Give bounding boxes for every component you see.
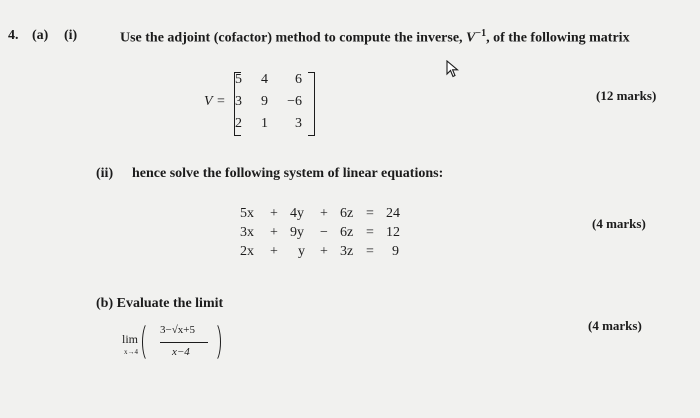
question-number: 4. bbox=[8, 28, 19, 43]
inverse-exponent: −1 bbox=[475, 28, 487, 39]
eq-term: 2x bbox=[240, 244, 254, 259]
eq-equals: = bbox=[366, 244, 374, 259]
eq-term: 6z bbox=[340, 225, 354, 240]
arrow-cursor-icon bbox=[446, 60, 460, 78]
eq-term: 4y bbox=[290, 206, 304, 221]
matrix-cell: 1 bbox=[261, 116, 268, 131]
part-a-label: (a) bbox=[32, 28, 49, 43]
matrix-cell: 2 bbox=[235, 116, 242, 131]
question-i-end: , of the following matrix bbox=[486, 30, 630, 46]
eq-op: + bbox=[270, 225, 278, 240]
eq-term: 6z bbox=[340, 206, 354, 221]
marks-i: (12 marks) bbox=[596, 88, 657, 103]
eq-term: 5x bbox=[240, 206, 254, 221]
eq-op: + bbox=[320, 244, 328, 259]
eq-term: 3z bbox=[340, 244, 354, 259]
eq-op: + bbox=[320, 206, 328, 221]
matrix-cell: 4 bbox=[261, 72, 268, 87]
fraction-denominator: x−4 bbox=[172, 346, 190, 358]
right-paren bbox=[208, 322, 221, 362]
eq-term: 9y bbox=[290, 225, 304, 240]
matrix-cell: 9 bbox=[261, 94, 268, 109]
eq-rhs: 9 bbox=[392, 244, 399, 259]
question-i-text bbox=[120, 28, 630, 47]
limit-expression bbox=[120, 322, 230, 372]
inverse-symbol: V bbox=[466, 30, 476, 46]
eq-equals: = bbox=[366, 206, 374, 221]
fraction-bar bbox=[160, 342, 208, 343]
matrix-cell: 5 bbox=[235, 72, 242, 87]
marks-b: (4 marks) bbox=[588, 318, 642, 333]
eq-op: + bbox=[270, 244, 278, 259]
matrix-v bbox=[200, 72, 320, 136]
matrix-cell: −6 bbox=[287, 94, 302, 109]
eq-term: y bbox=[298, 244, 305, 259]
equation-system bbox=[240, 206, 410, 266]
marks-ii: (4 marks) bbox=[592, 216, 646, 231]
eq-rhs: 12 bbox=[386, 225, 400, 240]
subpart-i-label: (i) bbox=[64, 28, 78, 43]
question-i-main: Use the adjoint (cofactor) method to compute the inverse, bbox=[120, 30, 463, 46]
matrix-right-bracket bbox=[308, 72, 315, 136]
matrix-cell: 3 bbox=[235, 94, 242, 109]
eq-equals: = bbox=[366, 225, 374, 240]
lim-word: lim bbox=[122, 332, 139, 346]
part-b-text: (b) Evaluate the limit bbox=[96, 296, 224, 311]
matrix-equals: = bbox=[217, 94, 225, 109]
eq-op: − bbox=[320, 225, 328, 240]
matrix-cell: 3 bbox=[295, 116, 302, 131]
lim-subscript: x→4 bbox=[124, 348, 138, 356]
subpart-ii-label: (ii) bbox=[96, 166, 114, 181]
eq-op: + bbox=[270, 206, 278, 221]
subpart-ii-text: hence solve the following system of linear equations: bbox=[132, 166, 444, 181]
matrix-cell: 6 bbox=[295, 72, 302, 87]
eq-rhs: 24 bbox=[386, 206, 400, 221]
left-paren bbox=[142, 322, 155, 362]
fraction-numerator: 3−√x+5 bbox=[160, 324, 195, 336]
matrix-name: V bbox=[204, 94, 213, 109]
eq-term: 3x bbox=[240, 225, 254, 240]
